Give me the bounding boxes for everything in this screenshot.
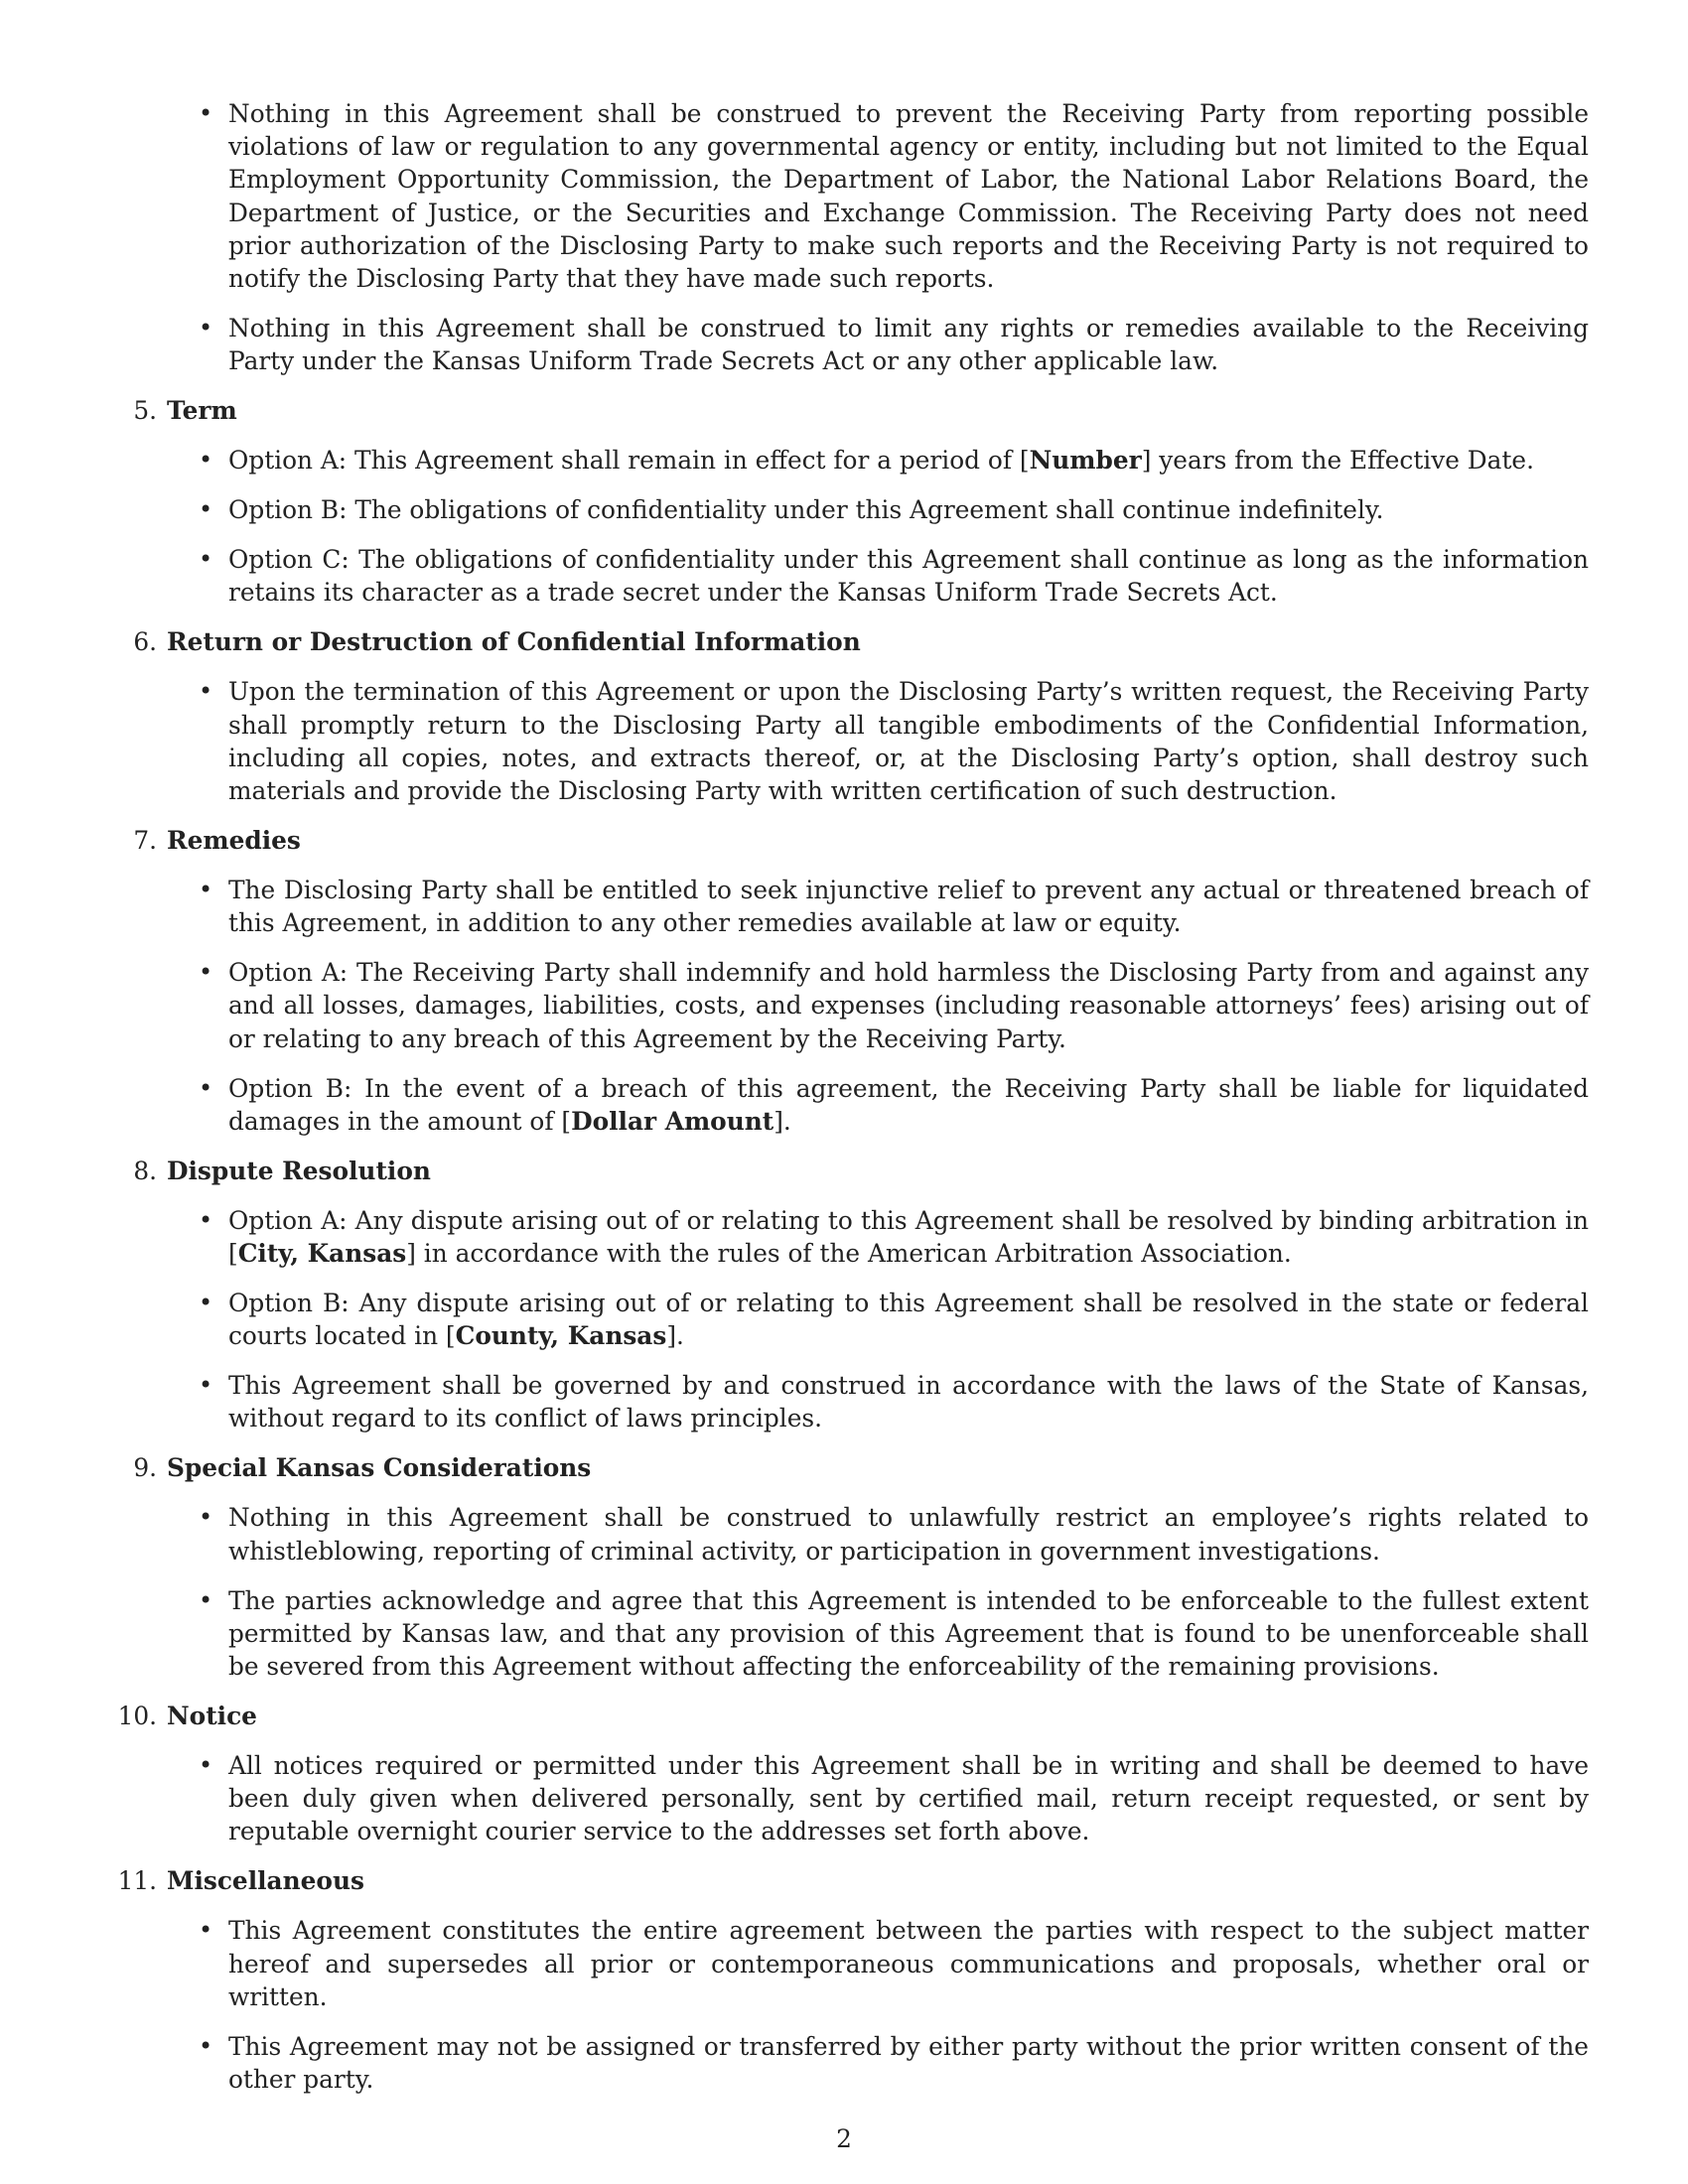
list-item: • The parties acknowledge and agree that this Agreement is intended to be enforceable to the fullest extent permitted by Kansas law, and that any provision of this Agreement that is found to be unenforceable shall be severed from this Agreement without affecting the enforceability of the remaining provisions. [167, 1584, 1589, 1684]
item-text: ] years from the Effective Date. [1141, 446, 1534, 476]
section-remedies [133, 824, 1589, 1138]
bullet-list [167, 1501, 1589, 1683]
section-title: Special Kansas Considerations [167, 1453, 592, 1483]
section-number: 6. [133, 627, 157, 657]
list-item: • The Disclosing Party shall be entitled to seek injunctive relief to prevent any actual or threatened breach of this Agreement, in addition to any other remedies available at law or equity. [167, 874, 1589, 939]
section-title: Notice [167, 1702, 257, 1731]
section-return-destruction [133, 625, 1589, 807]
section-number: 9. [133, 1453, 157, 1483]
page-number: 2 [836, 2124, 852, 2153]
placeholder-field: Dollar Amount [571, 1106, 774, 1136]
bullet-list [167, 1749, 1589, 1848]
list-item: • Option A: The Receiving Party shall indemnify and hold harmless the Disclosing Party from and against any and all losses, damages, liabilities, costs, and expenses (including reasonable attorneys’ fees) arising out of or relating to any breach of this Agreement by the Receiving Party. [167, 956, 1589, 1055]
list-item: • Nothing in this Agreement shall be construed to prevent the Receiving Party from reporting possible violations of law or regulation to any governmental agency or entity, including but not limited to the Equal Employment Opportunity Commission, the Department of Labor, the National Labor Relations Board, the Department of Justice, or the Securities and Exchange Commission. The Receiving Party does not need prior authorization of the Disclosing Party to make such reports and the Receiving Party is not required to notify the Disclosing Party that they have made such reports. [167, 97, 1589, 295]
bullet-list [167, 1914, 1589, 2096]
section-title: Return or Destruction of Confidential Information [167, 627, 861, 657]
placeholder-field: County, Kansas [455, 1321, 667, 1351]
bullet-list [167, 675, 1589, 807]
list-item [167, 444, 1589, 477]
placeholder-field: Number [1029, 446, 1142, 476]
item-text: ]. [666, 1321, 684, 1351]
section-special-kansas [133, 1451, 1589, 1683]
section-number: 8. [133, 1156, 157, 1185]
section-title: Remedies [167, 826, 301, 856]
section-number: 5. [133, 396, 157, 426]
list-item: • This Agreement shall be governed by and construed in accordance with the laws of the State of Kansas, without regard to its conflict of laws principles. [167, 1369, 1589, 1434]
section-miscellaneous [117, 1864, 1589, 2096]
item-text: ] in accordance with the rules of the American Arbitration Association. [406, 1239, 1292, 1269]
item-text: Option B: In the event of a breach of this agreement, the Receiving Party shall be liable for liquidated damages in the amount of [ [228, 1073, 1589, 1136]
section-term [133, 394, 1589, 609]
list-item: • Option B: The obligations of confidentiality under this Agreement shall continue indefinitely. [167, 493, 1589, 526]
document-page [117, 97, 1589, 2113]
list-item: • Upon the termination of this Agreement or upon the Disclosing Party’s written request, the Receiving Party shall promptly return to the Disclosing Party all tangible embodiments of the Confidential Information, including all copies, notes, and extracts thereof, or, at the Disclosing Party’s option, shall destroy such materials and provide the Disclosing Party with written certification of such destruction. [167, 675, 1589, 807]
item-text: Option B: Any dispute arising out of or relating to this Agreement shall be resolved in the state or federal courts located in [ [228, 1289, 1589, 1351]
item-text: ]. [774, 1106, 791, 1136]
list-item: • Nothing in this Agreement shall be construed to limit any rights or remedies available to the Receiving Party under the Kansas Uniform Trade Secrets Act or any other applicable law. [167, 312, 1589, 377]
list-item: • Nothing in this Agreement shall be construed to unlawfully restrict an employee’s rights related to whistleblowing, reporting of criminal activity, or participation in government investigations. [167, 1501, 1589, 1567]
section-notice [117, 1700, 1589, 1848]
section-title: Dispute Resolution [167, 1156, 431, 1185]
bullet-list [167, 874, 1589, 1138]
section-title: Term [167, 396, 237, 426]
section-dispute-resolution [133, 1155, 1589, 1435]
bullet-list [167, 444, 1589, 609]
list-item [167, 1204, 1589, 1270]
list-item: • Option C: The obligations of confidentiality under this Agreement shall continue as long as the information retains its character as a trade secret under the Kansas Uniform Trade Secrets Act. [167, 543, 1589, 609]
list-item: • All notices required or permitted under this Agreement shall be in writing and shall be deemed to have been duly given when delivered personally, sent by certified mail, return receipt requested, or sent by reputable overnight courier service to the addresses set forth above. [167, 1749, 1589, 1848]
item-text: Option A: Any dispute arising out of or relating to this Agreement shall be resolved by binding arbitration in [ [228, 1205, 1589, 1269]
list-item: • This Agreement may not be assigned or transferred by either party without the prior written consent of the other party. [167, 2030, 1589, 2096]
item-text: Option A: This Agreement shall remain in effect for a period of [ [228, 446, 1030, 476]
section-number: 7. [133, 826, 157, 856]
list-item [167, 1287, 1589, 1352]
bullet-list [167, 1204, 1589, 1435]
section-title: Miscellaneous [167, 1866, 364, 1896]
list-item [167, 1072, 1589, 1138]
section-number: 10. [117, 1702, 157, 1731]
section-number: 11. [117, 1866, 157, 1896]
list-item: • This Agreement constitutes the entire agreement between the parties with respect to the subject matter hereof and supersedes all prior or contemporaneous communications and proposals, whether oral or written. [167, 1914, 1589, 2013]
continued-bullet-list [167, 97, 1589, 377]
section-list [117, 394, 1589, 2096]
placeholder-field: City, Kansas [237, 1239, 407, 1269]
